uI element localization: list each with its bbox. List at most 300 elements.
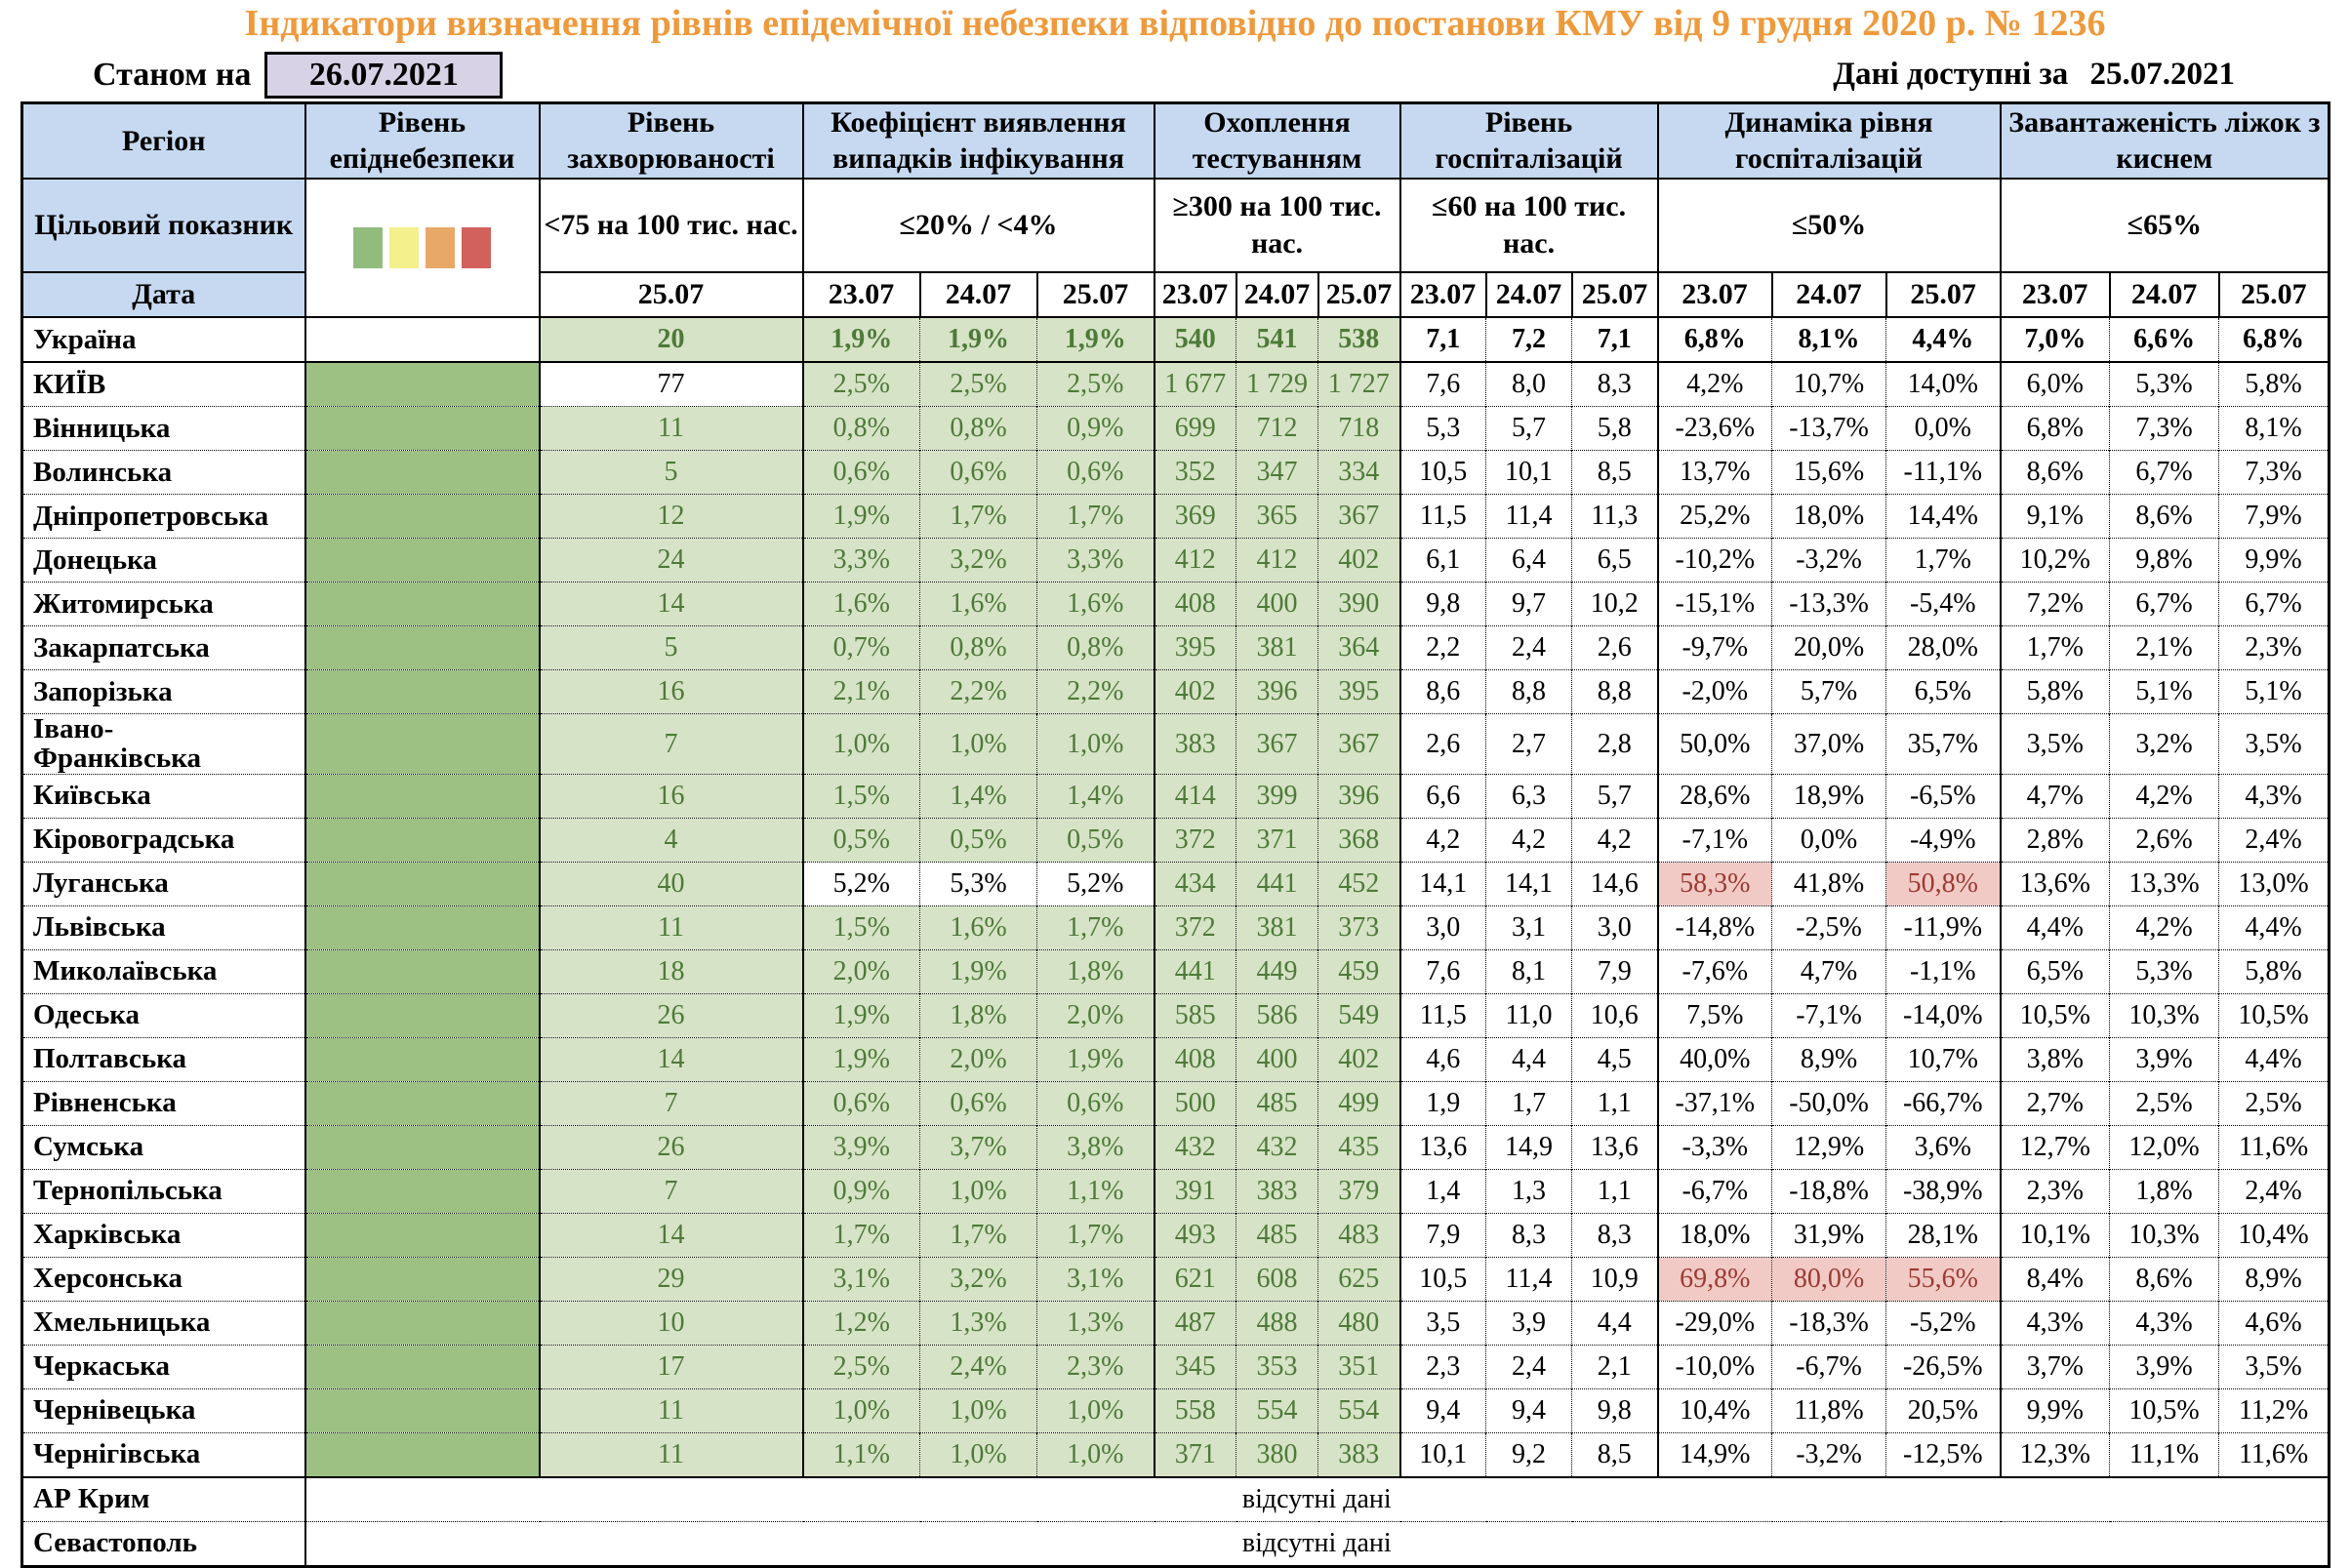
cell-hosp-1: 8,1 — [1486, 949, 1572, 993]
cell-coef-0: 0,6% — [803, 1081, 920, 1125]
date-dyn-0: 23.07 — [1658, 272, 1772, 317]
cell-test-2: 367 — [1318, 494, 1400, 538]
cell-hosp-1: 2,4 — [1486, 625, 1572, 669]
cell-hosp-2: 4,5 — [1572, 1037, 1658, 1081]
cell-beds-2: 10,5% — [2219, 993, 2330, 1037]
cell-coef-1: 0,6% — [920, 450, 1037, 494]
col-header-danger: Рівень епіднебезпеки — [305, 102, 540, 179]
cell-dyn-1: -13,3% — [1772, 582, 1886, 625]
cell-test-2: 452 — [1318, 862, 1400, 905]
cell-dyn-0: 28,6% — [1658, 774, 1772, 818]
cell-coef-2: 2,0% — [1037, 993, 1155, 1037]
cell-coef-1: 3,7% — [920, 1125, 1037, 1169]
cell-danger-level — [305, 905, 540, 949]
region-name: Київська — [22, 774, 305, 818]
cell-dyn-1: 0,0% — [1772, 818, 1886, 862]
indicators-table — [20, 101, 2330, 1568]
cell-test-1: 400 — [1236, 1037, 1318, 1081]
cell-coef-0: 3,3% — [803, 538, 920, 582]
target-zahv: <75 на 100 тис. нас. — [540, 179, 803, 272]
cell-test-0: 487 — [1155, 1301, 1236, 1345]
cell-dyn-1: 11,8% — [1772, 1388, 1886, 1432]
cell-test-0: 345 — [1155, 1345, 1236, 1388]
cell-hosp-0: 9,8 — [1400, 582, 1486, 625]
cell-zahv: 24 — [540, 538, 803, 582]
cell-hosp-1: 14,9 — [1486, 1125, 1572, 1169]
cell-coef-1: 2,4% — [920, 1345, 1037, 1388]
cell-test-0: 699 — [1155, 406, 1236, 450]
cell-coef-2: 3,3% — [1037, 538, 1155, 582]
cell-dyn-0: 4,2% — [1658, 362, 1772, 407]
cell-hosp-2: 7,1 — [1572, 317, 1658, 362]
cell-zahv: 5 — [540, 450, 803, 494]
cell-test-2: 373 — [1318, 905, 1400, 949]
cell-dyn-0: -37,1% — [1658, 1081, 1772, 1125]
col-header-coef: Коефіцієнт виявлення випадків інфікування — [803, 102, 1155, 179]
cell-hosp-0: 3,5 — [1400, 1301, 1486, 1345]
page-title: Індикатори визначення рівнів епідемічної небезпеки відповідно до постанови КМУ від 9 грудня 2020 р. № 1236 — [244, 3, 2106, 44]
cell-test-2: 480 — [1318, 1301, 1400, 1345]
cell-coef-0: 1,7% — [803, 1213, 920, 1257]
cell-danger-level — [305, 494, 540, 538]
date-test-2: 25.07 — [1318, 272, 1400, 317]
cell-dyn-2: 6,5% — [1886, 669, 2001, 713]
cell-dyn-1: -13,7% — [1772, 406, 1886, 450]
cell-coef-0: 2,0% — [803, 949, 920, 993]
cell-dyn-2: 0,0% — [1886, 406, 2001, 450]
cell-coef-1: 1,3% — [920, 1301, 1037, 1345]
cell-test-1: 432 — [1236, 1125, 1318, 1169]
cell-coef-0: 1,6% — [803, 582, 920, 625]
cell-hosp-2: 2,8 — [1572, 713, 1658, 774]
cell-coef-2: 1,8% — [1037, 949, 1155, 993]
cell-hosp-0: 6,6 — [1400, 774, 1486, 818]
cell-hosp-1: 3,1 — [1486, 905, 1572, 949]
cell-zahv: 14 — [540, 1213, 803, 1257]
cell-beds-1: 9,8% — [2110, 538, 2219, 582]
cell-zahv: 16 — [540, 774, 803, 818]
cell-test-1: 554 — [1236, 1388, 1318, 1432]
cell-test-2: 402 — [1318, 1037, 1400, 1081]
cell-coef-2: 0,9% — [1037, 406, 1155, 450]
cell-zahv: 29 — [540, 1257, 803, 1301]
cell-test-2: 351 — [1318, 1345, 1400, 1388]
cell-test-2: 383 — [1318, 1432, 1400, 1477]
cell-beds-1: 3,9% — [2110, 1037, 2219, 1081]
cell-coef-2: 2,2% — [1037, 669, 1155, 713]
cell-dyn-2: 4,4% — [1886, 317, 2001, 362]
cell-beds-1: 7,3% — [2110, 406, 2219, 450]
cell-hosp-2: 7,9 — [1572, 949, 1658, 993]
cell-test-1: 380 — [1236, 1432, 1318, 1477]
cell-dyn-2: -4,9% — [1886, 818, 2001, 862]
cell-test-2: 538 — [1318, 317, 1400, 362]
cell-coef-1: 1,7% — [920, 1213, 1037, 1257]
cell-danger-level — [305, 818, 540, 862]
danger-legend-swatch-3 — [462, 227, 491, 268]
cell-hosp-0: 8,6 — [1400, 669, 1486, 713]
cell-coef-0: 0,8% — [803, 406, 920, 450]
cell-beds-0: 12,7% — [2001, 1125, 2110, 1169]
cell-test-2: 379 — [1318, 1169, 1400, 1213]
cell-hosp-2: 3,0 — [1572, 905, 1658, 949]
cell-dyn-0: 18,0% — [1658, 1213, 1772, 1257]
cell-zahv: 7 — [540, 1169, 803, 1213]
cell-beds-0: 10,1% — [2001, 1213, 2110, 1257]
cell-dyn-1: 8,1% — [1772, 317, 1886, 362]
cell-danger-level — [305, 406, 540, 450]
region-name: Дніпропетровська — [22, 494, 305, 538]
cell-test-0: 408 — [1155, 582, 1236, 625]
cell-dyn-1: -50,0% — [1772, 1081, 1886, 1125]
cell-test-1: 412 — [1236, 538, 1318, 582]
cell-test-2: 368 — [1318, 818, 1400, 862]
cell-danger-level — [305, 1432, 540, 1477]
cell-beds-1: 2,5% — [2110, 1081, 2219, 1125]
cell-beds-2: 7,3% — [2219, 450, 2330, 494]
cell-zahv: 14 — [540, 1037, 803, 1081]
cell-coef-0: 1,2% — [803, 1301, 920, 1345]
cell-beds-0: 2,3% — [2001, 1169, 2110, 1213]
cell-beds-2: 8,1% — [2219, 406, 2330, 450]
cell-danger-level — [305, 1037, 540, 1081]
cell-test-2: 367 — [1318, 713, 1400, 774]
cell-dyn-1: 18,0% — [1772, 494, 1886, 538]
cell-dyn-2: -5,4% — [1886, 582, 2001, 625]
cell-hosp-0: 2,3 — [1400, 1345, 1486, 1388]
cell-coef-0: 0,7% — [803, 625, 920, 669]
cell-zahv: 11 — [540, 1388, 803, 1432]
cell-beds-1: 1,8% — [2110, 1169, 2219, 1213]
cell-danger-level — [305, 1388, 540, 1432]
cell-beds-0: 7,2% — [2001, 582, 2110, 625]
cell-test-1: 367 — [1236, 713, 1318, 774]
region-name: Закарпатська — [22, 625, 305, 669]
cell-test-0: 371 — [1155, 1432, 1236, 1477]
cell-dyn-2: -11,9% — [1886, 905, 2001, 949]
target-row-label: Цільовий показник — [22, 179, 305, 272]
cell-test-1: 399 — [1236, 774, 1318, 818]
region-name: Вінницька — [22, 406, 305, 450]
cell-danger-level — [305, 862, 540, 905]
region-name: Сумська — [22, 1125, 305, 1169]
cell-beds-0: 10,5% — [2001, 993, 2110, 1037]
cell-coef-2: 1,1% — [1037, 1169, 1155, 1213]
cell-beds-2: 6,8% — [2219, 317, 2330, 362]
cell-hosp-1: 8,8 — [1486, 669, 1572, 713]
cell-beds-1: 12,0% — [2110, 1125, 2219, 1169]
cell-test-0: 412 — [1155, 538, 1236, 582]
cell-beds-2: 5,8% — [2219, 949, 2330, 993]
danger-legend-swatch-2 — [425, 227, 455, 268]
cell-beds-2: 10,4% — [2219, 1213, 2330, 1257]
cell-beds-2: 4,3% — [2219, 774, 2330, 818]
cell-coef-1: 1,0% — [920, 1169, 1037, 1213]
region-name: Харківська — [22, 1213, 305, 1257]
cell-danger-level — [305, 362, 540, 407]
data-available-block — [1833, 57, 2235, 93]
cell-coef-2: 0,6% — [1037, 1081, 1155, 1125]
cell-zahv: 16 — [540, 669, 803, 713]
cell-dyn-2: 14,4% — [1886, 494, 2001, 538]
cell-dyn-0: 69,8% — [1658, 1257, 1772, 1301]
cell-dyn-1: -7,1% — [1772, 993, 1886, 1037]
cell-hosp-2: 10,9 — [1572, 1257, 1658, 1301]
cell-beds-1: 6,6% — [2110, 317, 2219, 362]
cell-dyn-1: -3,2% — [1772, 538, 1886, 582]
cell-test-1: 441 — [1236, 862, 1318, 905]
cell-beds-1: 11,1% — [2110, 1432, 2219, 1477]
region-name: Севастополь — [22, 1521, 305, 1566]
region-name: Львівська — [22, 905, 305, 949]
cell-beds-0: 6,5% — [2001, 949, 2110, 993]
danger-level-legend — [308, 227, 537, 268]
cell-hosp-2: 8,5 — [1572, 1432, 1658, 1477]
cell-hosp-2: 14,6 — [1572, 862, 1658, 905]
as-of-block — [93, 52, 503, 99]
cell-coef-2: 1,3% — [1037, 1301, 1155, 1345]
date-hosp-0: 23.07 — [1400, 272, 1486, 317]
cell-hosp-2: 10,2 — [1572, 582, 1658, 625]
cell-hosp-1: 3,9 — [1486, 1301, 1572, 1345]
cell-dyn-0: 6,8% — [1658, 317, 1772, 362]
cell-danger-level — [305, 1301, 540, 1345]
cell-dyn-2: 1,7% — [1886, 538, 2001, 582]
cell-beds-0: 8,4% — [2001, 1257, 2110, 1301]
cell-hosp-0: 10,1 — [1400, 1432, 1486, 1477]
cell-coef-0: 1,9% — [803, 1037, 920, 1081]
region-name: Запорізька — [22, 669, 305, 713]
cell-beds-2: 9,9% — [2219, 538, 2330, 582]
col-header-hosp: Рівень госпіталізацій — [1400, 102, 1658, 179]
cell-beds-2: 3,5% — [2219, 1345, 2330, 1388]
date-zahv-0: 25.07 — [540, 272, 803, 317]
cell-coef-1: 1,6% — [920, 905, 1037, 949]
cell-coef-1: 2,0% — [920, 1037, 1037, 1081]
cell-hosp-1: 6,4 — [1486, 538, 1572, 582]
cell-test-1: 485 — [1236, 1213, 1318, 1257]
region-name: Херсонська — [22, 1257, 305, 1301]
cell-beds-0: 2,8% — [2001, 818, 2110, 862]
cell-dyn-2: 55,6% — [1886, 1257, 2001, 1301]
cell-coef-2: 2,3% — [1037, 1345, 1155, 1388]
cell-coef-2: 1,4% — [1037, 774, 1155, 818]
cell-beds-1: 6,7% — [2110, 450, 2219, 494]
cell-test-0: 434 — [1155, 862, 1236, 905]
cell-dyn-1: 41,8% — [1772, 862, 1886, 905]
cell-test-1: 381 — [1236, 905, 1318, 949]
region-name: Тернопільська — [22, 1169, 305, 1213]
cell-danger-level — [305, 582, 540, 625]
cell-dyn-2: -12,5% — [1886, 1432, 2001, 1477]
cell-test-0: 408 — [1155, 1037, 1236, 1081]
cell-dyn-0: 25,2% — [1658, 494, 1772, 538]
cell-danger-level — [305, 1213, 540, 1257]
cell-dyn-0: -14,8% — [1658, 905, 1772, 949]
cell-beds-0: 2,7% — [2001, 1081, 2110, 1125]
target-dyn: ≤50% — [1658, 179, 2001, 272]
cell-beds-2: 2,4% — [2219, 818, 2330, 862]
col-header-zahv: Рівень захворюваності — [540, 102, 803, 179]
target-coef: ≤20% / <4% — [803, 179, 1155, 272]
cell-danger-level — [305, 949, 540, 993]
cell-test-1: 712 — [1236, 406, 1318, 450]
cell-dyn-1: 31,9% — [1772, 1213, 1886, 1257]
cell-test-0: 558 — [1155, 1388, 1236, 1432]
cell-test-2: 396 — [1318, 774, 1400, 818]
cell-hosp-2: 9,8 — [1572, 1388, 1658, 1432]
cell-hosp-0: 6,1 — [1400, 538, 1486, 582]
cell-hosp-0: 2,2 — [1400, 625, 1486, 669]
cell-test-2: 459 — [1318, 949, 1400, 993]
cell-beds-2: 2,3% — [2219, 625, 2330, 669]
cell-coef-0: 1,9% — [803, 317, 920, 362]
cell-coef-1: 3,2% — [920, 1257, 1037, 1301]
cell-coef-0: 1,9% — [803, 993, 920, 1037]
cell-danger-level — [305, 669, 540, 713]
cell-coef-2: 1,9% — [1037, 317, 1155, 362]
cell-coef-1: 3,2% — [920, 538, 1037, 582]
cell-test-0: 369 — [1155, 494, 1236, 538]
cell-test-2: 549 — [1318, 993, 1400, 1037]
cell-beds-1: 2,6% — [2110, 818, 2219, 862]
cell-dyn-0: -10,2% — [1658, 538, 1772, 582]
cell-hosp-0: 7,9 — [1400, 1213, 1486, 1257]
cell-coef-2: 1,0% — [1037, 1432, 1155, 1477]
cell-hosp-1: 2,7 — [1486, 713, 1572, 774]
cell-zahv: 11 — [540, 905, 803, 949]
cell-dyn-2: -1,1% — [1886, 949, 2001, 993]
target-hosp: ≤60 на 100 тис. нас. — [1400, 179, 1658, 272]
cell-coef-0: 2,5% — [803, 1345, 920, 1388]
cell-hosp-1: 11,4 — [1486, 1257, 1572, 1301]
cell-dyn-1: 80,0% — [1772, 1257, 1886, 1301]
cell-test-2: 334 — [1318, 450, 1400, 494]
cell-dyn-2: 35,7% — [1886, 713, 2001, 774]
cell-dyn-2: 28,1% — [1886, 1213, 2001, 1257]
cell-beds-2: 4,4% — [2219, 905, 2330, 949]
cell-hosp-2: 8,8 — [1572, 669, 1658, 713]
region-name: КИЇВ — [22, 362, 305, 407]
cell-coef-1: 5,3% — [920, 862, 1037, 905]
cell-test-2: 499 — [1318, 1081, 1400, 1125]
cell-hosp-2: 5,8 — [1572, 406, 1658, 450]
cell-coef-1: 2,5% — [920, 362, 1037, 407]
cell-hosp-2: 11,3 — [1572, 494, 1658, 538]
cell-test-1: 400 — [1236, 582, 1318, 625]
cell-dyn-1: -6,7% — [1772, 1345, 1886, 1388]
cell-beds-2: 13,0% — [2219, 862, 2330, 905]
cell-test-0: 585 — [1155, 993, 1236, 1037]
cell-dyn-1: -18,3% — [1772, 1301, 1886, 1345]
region-name: Україна — [22, 317, 305, 362]
cell-hosp-1: 2,4 — [1486, 1345, 1572, 1388]
cell-zahv: 12 — [540, 494, 803, 538]
cell-zahv: 5 — [540, 625, 803, 669]
col-header-dyn: Динаміка рівня госпіталізацій — [1658, 102, 2001, 179]
cell-beds-0: 9,9% — [2001, 1388, 2110, 1432]
as-of-date-box: 26.07.2021 — [264, 52, 503, 99]
cell-beds-1: 10,3% — [2110, 993, 2219, 1037]
cell-dyn-0: -7,6% — [1658, 949, 1772, 993]
cell-test-1: 396 — [1236, 669, 1318, 713]
cell-test-0: 391 — [1155, 1169, 1236, 1213]
cell-zahv: 4 — [540, 818, 803, 862]
cell-test-0: 383 — [1155, 713, 1236, 774]
cell-coef-1: 1,4% — [920, 774, 1037, 818]
cell-test-2: 435 — [1318, 1125, 1400, 1169]
target-beds: ≤65% — [2001, 179, 2330, 272]
cell-hosp-0: 5,3 — [1400, 406, 1486, 450]
cell-danger-level — [305, 1125, 540, 1169]
cell-beds-0: 8,6% — [2001, 450, 2110, 494]
cell-test-1: 353 — [1236, 1345, 1318, 1388]
cell-coef-2: 1,7% — [1037, 494, 1155, 538]
danger-legend-swatch-1 — [389, 227, 419, 268]
cell-dyn-0: 50,0% — [1658, 713, 1772, 774]
cell-beds-2: 6,7% — [2219, 582, 2330, 625]
cell-beds-2: 4,4% — [2219, 1037, 2330, 1081]
cell-coef-0: 1,5% — [803, 905, 920, 949]
cell-hosp-1: 11,0 — [1486, 993, 1572, 1037]
cell-test-2: 554 — [1318, 1388, 1400, 1432]
region-name: Рівненська — [22, 1081, 305, 1125]
cell-coef-1: 1,9% — [920, 949, 1037, 993]
cell-test-2: 395 — [1318, 669, 1400, 713]
cell-coef-2: 0,8% — [1037, 625, 1155, 669]
cell-beds-0: 4,4% — [2001, 905, 2110, 949]
region-name: Миколаївська — [22, 949, 305, 993]
cell-hosp-2: 8,5 — [1572, 450, 1658, 494]
cell-hosp-0: 1,4 — [1400, 1169, 1486, 1213]
cell-zahv: 10 — [540, 1301, 803, 1345]
region-name: Одеська — [22, 993, 305, 1037]
cell-coef-1: 0,8% — [920, 406, 1037, 450]
cell-beds-2: 5,1% — [2219, 669, 2330, 713]
cell-danger-level — [305, 713, 540, 774]
cell-beds-1: 5,1% — [2110, 669, 2219, 713]
cell-hosp-2: 10,6 — [1572, 993, 1658, 1037]
cell-beds-1: 4,2% — [2110, 774, 2219, 818]
cell-hosp-2: 6,5 — [1572, 538, 1658, 582]
cell-beds-0: 3,5% — [2001, 713, 2110, 774]
cell-dyn-1: -18,8% — [1772, 1169, 1886, 1213]
cell-hosp-0: 7,1 — [1400, 317, 1486, 362]
cell-beds-0: 13,6% — [2001, 862, 2110, 905]
cell-test-1: 383 — [1236, 1169, 1318, 1213]
cell-beds-2: 11,6% — [2219, 1432, 2330, 1477]
cell-test-1: 488 — [1236, 1301, 1318, 1345]
cell-beds-0: 6,0% — [2001, 362, 2110, 407]
cell-test-0: 621 — [1155, 1257, 1236, 1301]
data-available-label: Дані доступні за — [1833, 57, 2069, 93]
cell-coef-2: 0,5% — [1037, 818, 1155, 862]
cell-dyn-0: 7,5% — [1658, 993, 1772, 1037]
cell-dyn-0: -29,0% — [1658, 1301, 1772, 1345]
cell-dyn-1: 8,9% — [1772, 1037, 1886, 1081]
cell-test-0: 493 — [1155, 1213, 1236, 1257]
region-name: Кіровоградська — [22, 818, 305, 862]
cell-coef-0: 1,1% — [803, 1432, 920, 1477]
target-test: ≥300 на 100 тис. нас. — [1155, 179, 1400, 272]
cell-test-1: 485 — [1236, 1081, 1318, 1125]
cell-test-2: 390 — [1318, 582, 1400, 625]
cell-coef-1: 1,8% — [920, 993, 1037, 1037]
cell-beds-2: 11,6% — [2219, 1125, 2330, 1169]
cell-dyn-0: 10,4% — [1658, 1388, 1772, 1432]
cell-dyn-1: 12,9% — [1772, 1125, 1886, 1169]
cell-zahv: 7 — [540, 1081, 803, 1125]
